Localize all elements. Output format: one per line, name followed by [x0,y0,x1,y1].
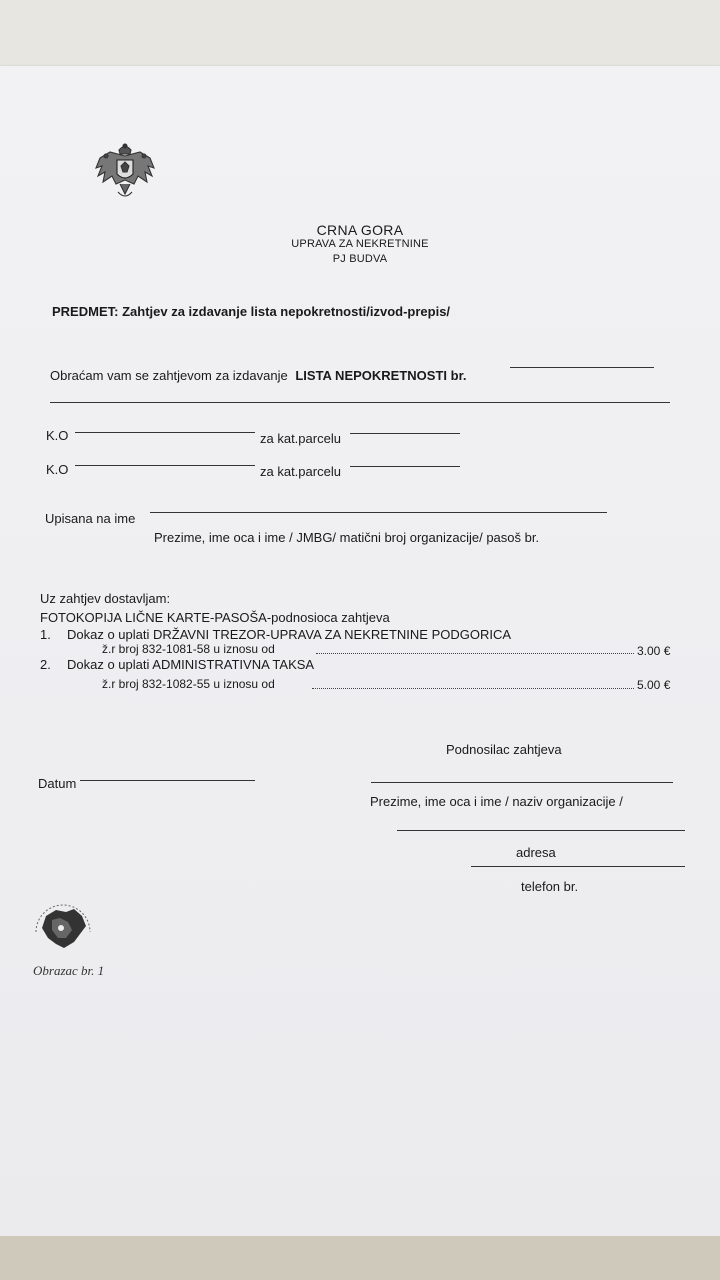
attachment-item-1-text: Dokaz o uplati DRŽAVNI TREZOR-UPRAVA ZA NEKRETNINE PODGORICA [67,627,512,642]
attachment-item-1-account: ž.r broj 832-1081-58 u iznosu od [102,642,275,656]
request-line [50,368,467,383]
applicant-name-field[interactable] [371,782,673,783]
ko-label-1: K.O [46,428,69,443]
subject-line [52,304,450,319]
ko-field-2[interactable] [75,465,255,466]
attachment-item-2-number: 2. [40,657,51,672]
request-intro: Obraćam vam se zahtjevom za izdavanje [50,368,288,383]
header-unit: PJ BUDVA [332,253,388,265]
registered-label: Upisana na ime [45,511,136,526]
attachment-item-2-account: ž.r broj 832-1082-55 u iznosu od [102,677,275,691]
parcel-label-2: za kat.parcelu [260,464,341,479]
attachment-item-2-amount: 5.00 € [637,678,671,692]
attachment-item-2-text: Dokaz o uplati ADMINISTRATIVNA TAKSA [67,657,315,672]
attachment-item-2-leader [312,688,634,689]
applicant-name-hint: Prezime, ime oca i ime / naziv organizacije / [370,794,623,809]
list-number-field[interactable] [510,367,654,368]
background-bottom [0,1236,720,1280]
ko-label-2: K.O [46,462,69,477]
subject-label: PREDMET: [52,304,119,319]
attachment-item-1-amount: 3.00 € [637,644,671,658]
attachments-intro: Uz zahtjev dostavljam: [40,591,171,606]
registered-hint: Prezime, ime oca i ime / JMBG/ matični broj organizacije/ pasoš br. [154,530,540,545]
address-field[interactable] [397,830,685,831]
attachments-id-copy: FOTOKOPIJA LIČNE KARTE-PASOŠA-podnosioca zahtjeva [40,610,390,625]
header-country: CRNA GORA [316,222,404,238]
parcel-field-2[interactable] [350,466,460,467]
date-label: Datum [38,776,77,791]
subject-text: Zahtjev za izdavanje lista nepokretnosti/izvod-prepis/ [122,304,451,319]
coat-of-arms-emblem [92,140,158,211]
attachment-item-1-leader [316,653,634,654]
background-top [0,0,720,70]
date-field[interactable] [80,780,255,781]
applicant-title: Podnosilac zahtjeva [446,742,562,757]
phone-hint: telefon br. [521,879,579,894]
parcel-field-1[interactable] [350,433,460,434]
agency-stamp-logo [28,898,98,963]
parcel-label-1: za kat.parcelu [260,431,341,446]
registered-name-field[interactable] [150,512,607,513]
phone-field[interactable] [471,866,685,867]
address-hint: adresa [516,845,556,860]
request-continuation-field[interactable] [50,402,670,403]
form-number-label: Obrazac br. 1 [33,963,105,978]
request-document: LISTA NEPOKRETNOSTI br. [295,368,467,383]
header-agency: UPRAVA ZA NEKRETNINE [291,238,429,250]
ko-field-1[interactable] [75,432,255,433]
attachment-item-1-number: 1. [40,627,51,642]
